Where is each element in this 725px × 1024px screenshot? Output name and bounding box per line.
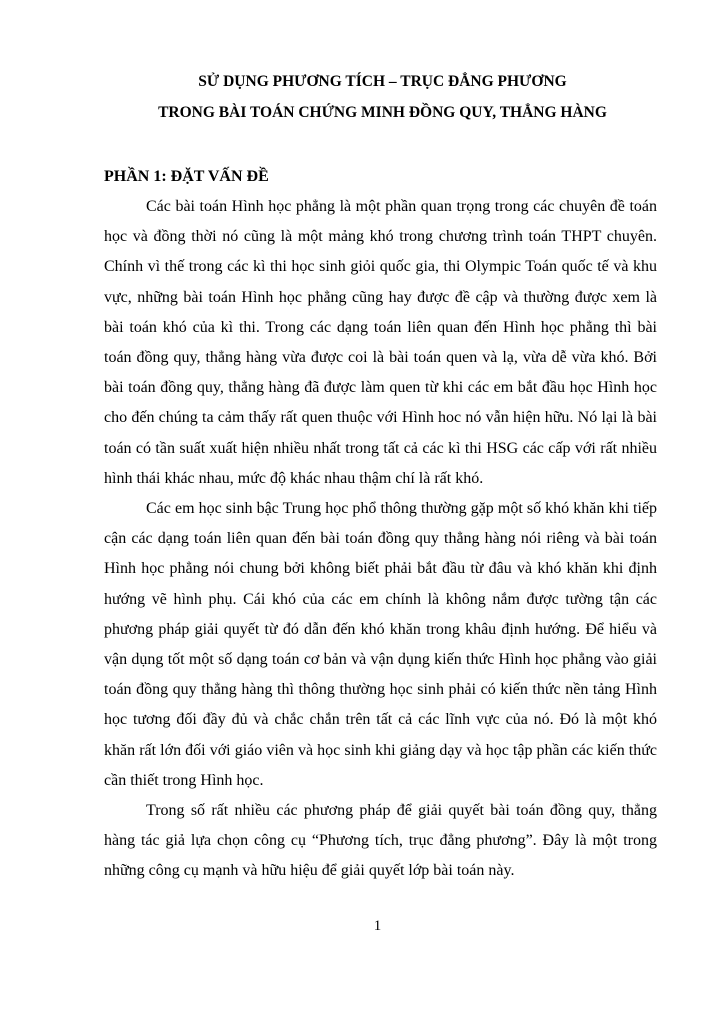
paragraph-3: Trong số rất nhiều các phương pháp để giải quyết bài toán đồng quy, thẳng hàng tác giả lựa chọn công cụ “Phương tích, trục đẳng phương”. Đây là một trong những công cụ mạnh và hữu hiệu để giải quyết lớp bài toán này.: [104, 802, 657, 880]
section-heading: PHẦN 1: ĐẶT VẤN ĐỀ: [104, 168, 269, 185]
paragraph-2: Các em học sinh bậc Trung học phổ thông thường gặp một số khó khăn khi tiếp cận các dạng toán liên quan đến bài toán đồng quy thẳng hàng nói riêng và bài toán Hình học phẳng nói chung bởi không biết phải bắt đầu từ đâu và khó khăn khi định hướng vẽ hình phụ. Cái khó của các em chính là không nắm được tường tận các phương pháp giải quyết từ đó dẫn đến khó khăn trong khâu định hướng. Để hiểu và vận dụng tốt một số dạng toán cơ bản và vận dụng kiến thức Hình học phẳng vào giải toán đồng quy thẳng hàng thì thông thường học sinh phải có kiến thức nền tảng Hình học tương đối đầy đủ và chắc chắn trên tất cả các lĩnh vực của nó. Đó là một khó khăn rất lớn đối với giáo viên và học sinh khi giảng dạy và học tập phần các kiến thức cần thiết trong Hình học.: [104, 500, 657, 789]
document-title: [104, 66, 657, 128]
paragraph-1: Các bài toán Hình học phẳng là một phần quan trọng trong các chuyên đề toán học và đồng thời nó cũng là một mảng khó trong chương trình toán THPT chuyên. Chính vì thế trong các kì thi học sinh giỏi quốc gia, thi Olympic Toán quốc tế và khu vực, những bài toán Hình học phẳng cũng hay được đề cập và thường được xem là bài toán khó của kì thi. Trong các dạng toán liên quan đến Hình học phẳng thì bài toán đồng quy, thẳng hàng vừa được coi là bài toán quen và lạ, vừa dễ vừa khó. Bởi bài toán đồng quy, thẳng hàng đã được làm quen từ khi các em bắt đầu học Hình học cho đến chúng ta cảm thấy rất quen thuộc với Hình hoc nó vẫn hiện hữu. Nó lại là bài toán có tần suất xuất hiện nhiều nhất trong tất cả các kì thi HSG các cấp với rất nhiều hình thái khác nhau, mức độ khác nhau thậm chí là rất khó.: [104, 198, 657, 487]
page-number: 1: [373, 918, 382, 934]
title-line-1: SỬ DỤNG PHƯƠNG TÍCH – TRỤC ĐẲNG PHƯƠNG: [198, 73, 567, 90]
title-line-2: TRONG BÀI TOÁN CHỨNG MINH ĐỒNG QUY, THẲNG HÀNG: [158, 104, 607, 121]
